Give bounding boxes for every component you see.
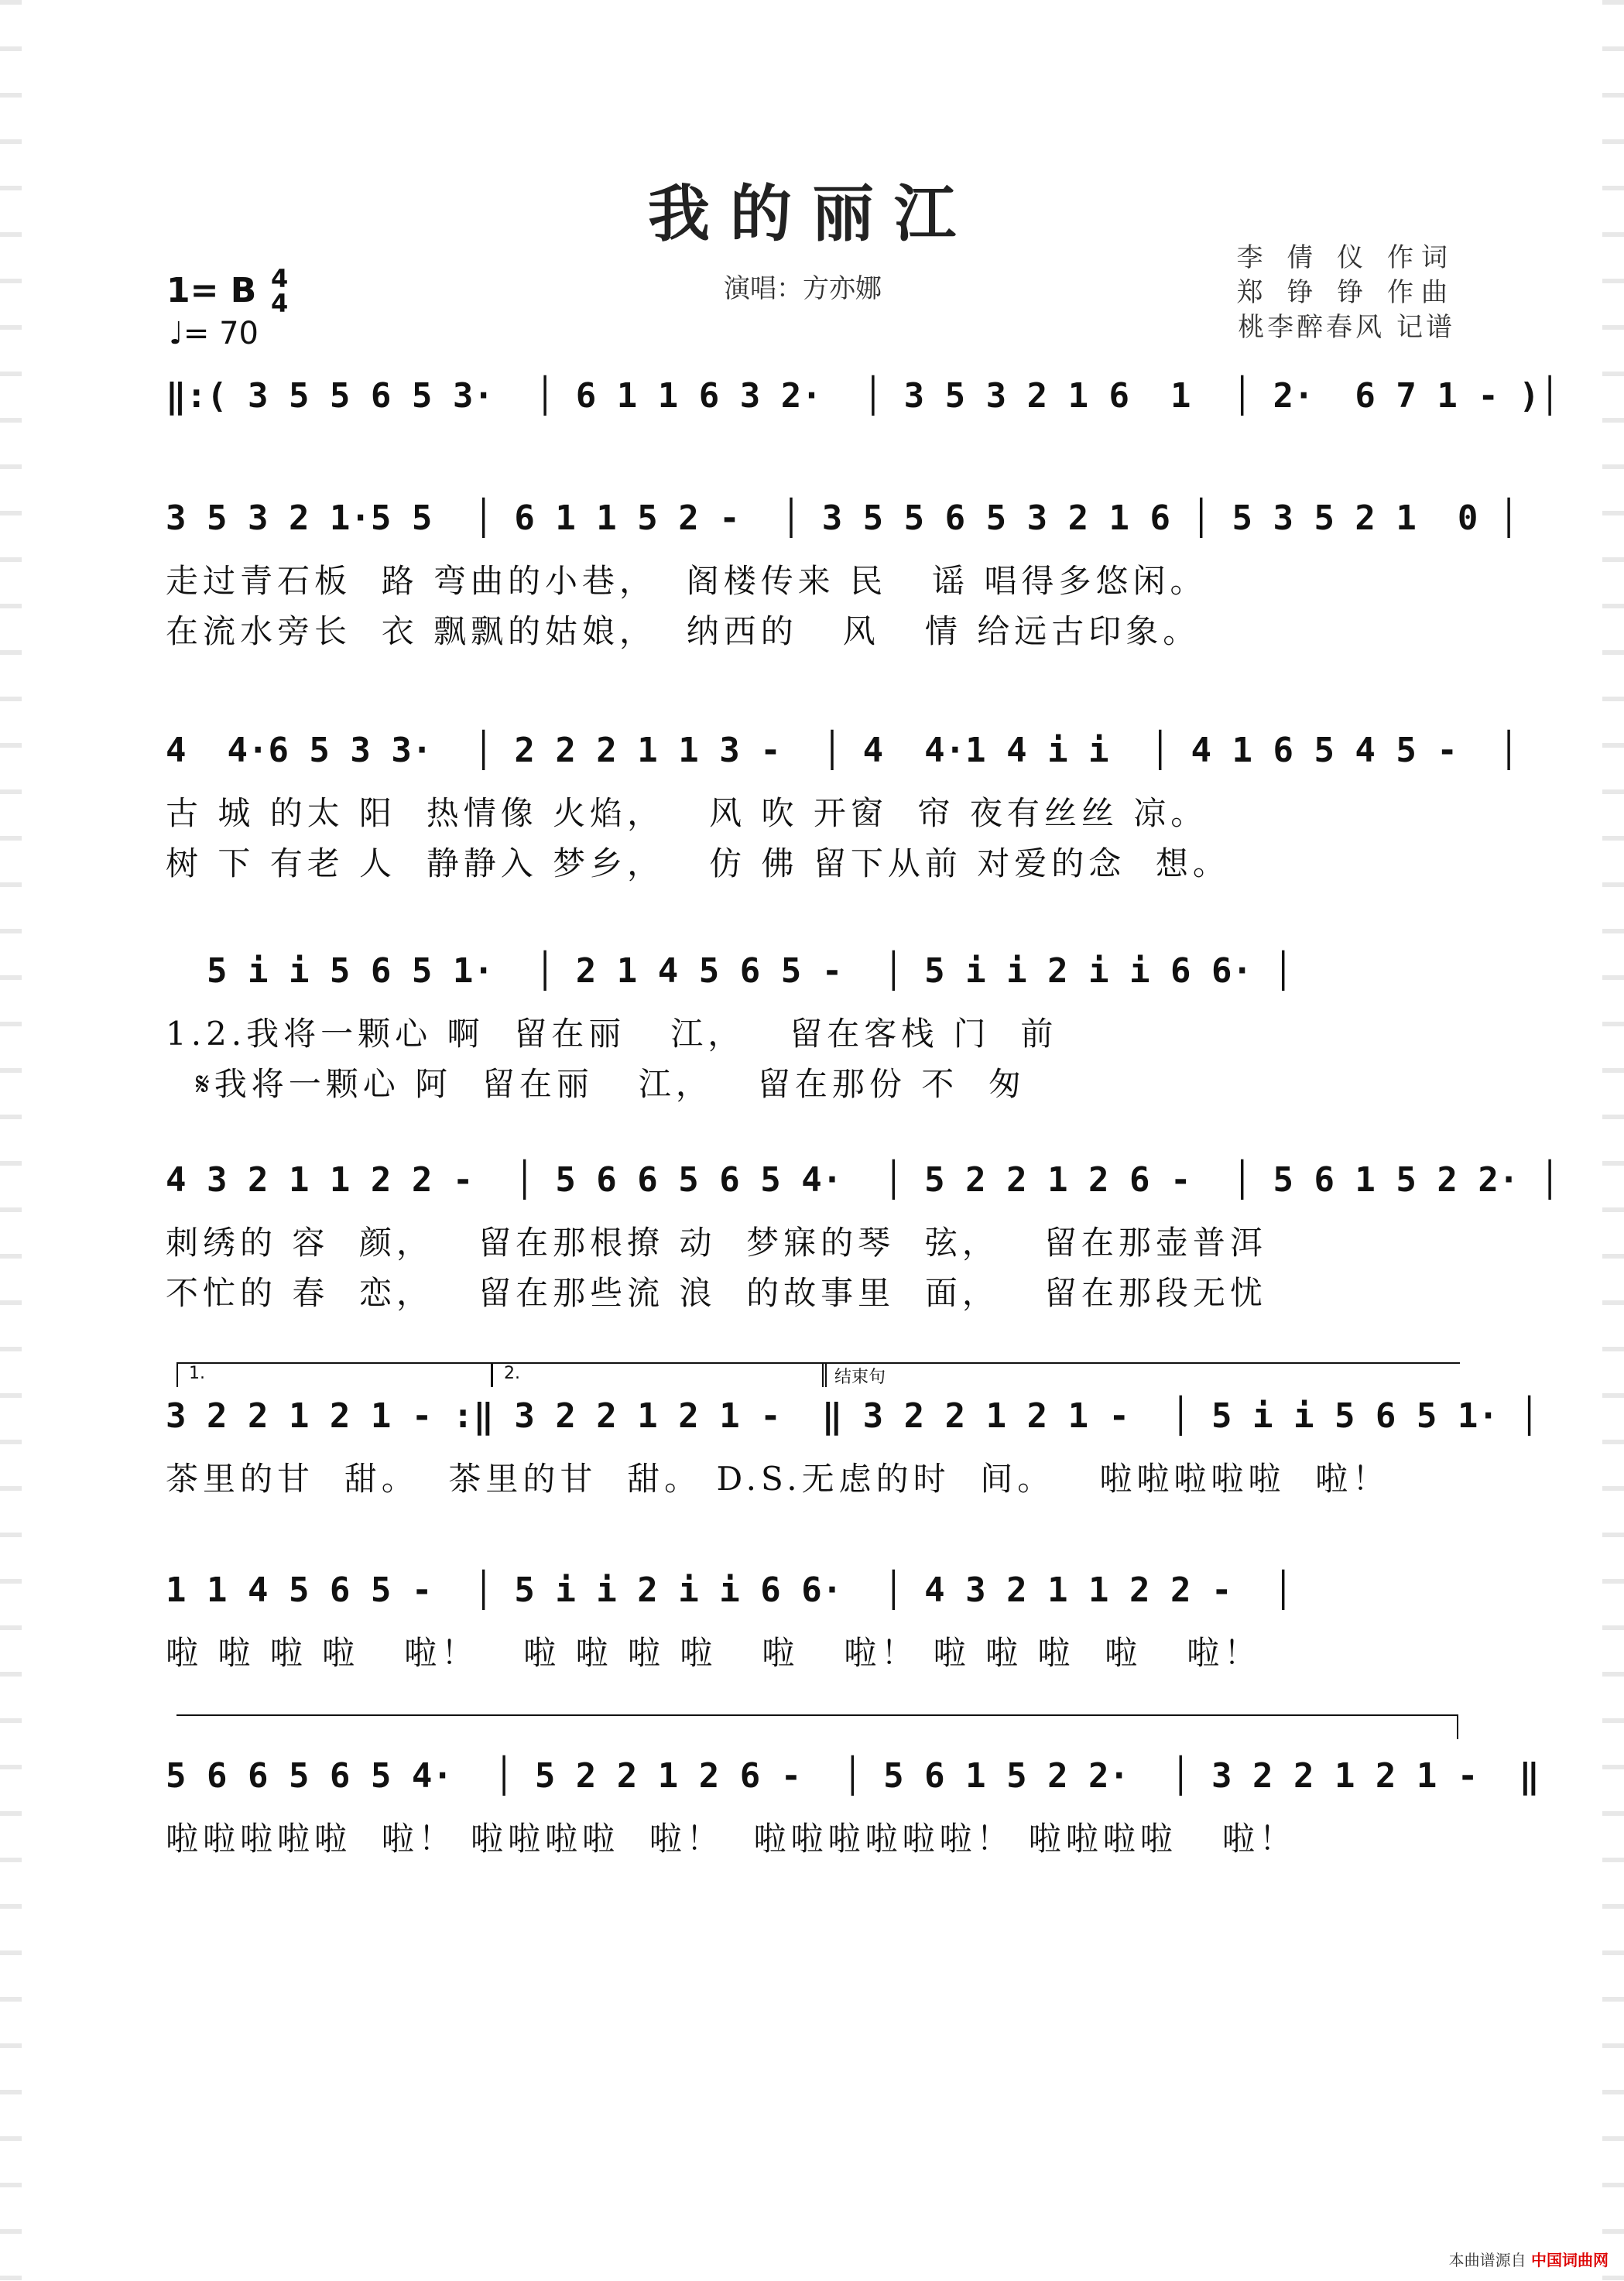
bracket-final bbox=[176, 1714, 1458, 1739]
lyric-verse-2: 在流水旁长 衣 飘飘的姑娘， 纳西的 风 情 给远古印象。 bbox=[166, 612, 1201, 650]
key-signature: 1= B bbox=[166, 271, 257, 310]
time-top: 4 bbox=[271, 264, 289, 293]
lyric-verse-1: 古 城 的太 阳 热情像 火焰， 风 吹 开窗 帘 夜有丝丝 凉。 bbox=[166, 794, 1208, 832]
lyric-verse-1: 刺绣的 容 颜， 留在那根撩 动 梦寐的琴 弦， 留在那壶普洱 bbox=[166, 1224, 1267, 1262]
lyric-verse-1: 1.2.我将一颗心 啊 留在丽 江， 留在客栈 门 前 bbox=[166, 1015, 1058, 1053]
time-bottom: 4 bbox=[271, 289, 289, 318]
lyricist-credit: 李 倩 仪 作词 bbox=[1236, 242, 1455, 273]
source-site: 中国词曲网 bbox=[1531, 2251, 1609, 2269]
ending-bracket-2 bbox=[492, 1362, 827, 1387]
notes: 1 1 4 5 6 5 - │ 5 i i 2 i i 6 6· │ 4 3 2 1 1 2 2 - │ bbox=[166, 1570, 1293, 1610]
lyric-verse-2: 𝄋我将一颗心 阿 留在丽 江， 留在那份 不 匆 bbox=[166, 1065, 1026, 1103]
source-watermark bbox=[1449, 2248, 1609, 2270]
ending-label: 2. bbox=[504, 1364, 520, 1383]
song-title: 我的丽江 bbox=[648, 177, 976, 250]
source-prefix: 本曲谱源自 bbox=[1448, 2251, 1526, 2269]
ending-label: 结束句 bbox=[834, 1368, 886, 1387]
notes: 5 6 6 5 6 5 4· │ 5 2 2 1 2 6 - │ 5 6 1 5 2 2· │ 3 2 2 1 2 1 - ‖ bbox=[166, 1756, 1540, 1796]
lyric-verse-2: 不忙的 春 恋， 留在那些流 浪 的故事里 面， 留在那段无忧 bbox=[166, 1274, 1267, 1312]
notes: 4 4·6 5 3 3· │ 2 2 2 1 1 3 - │ 4 4·1 4 i i │ 4 1 6 5 4 5 - │ bbox=[166, 731, 1520, 770]
singer-credit: 演唱：方亦娜 bbox=[724, 273, 882, 304]
notes: 4 3 2 1 1 2 2 - │ 5 6 6 5 6 5 4· │ 5 2 2 1 2 6 - │ 5 6 1 5 2 2· │ bbox=[166, 1160, 1561, 1200]
lyric-verse-1: 走过青石板 路 弯曲的小巷， 阁楼传来 民 谣 唱得多悠闲。 bbox=[166, 562, 1208, 600]
notes: 3 5 3 2 1·5 5 │ 6 1 1 5 2 - │ 3 5 5 6 5 3 2 1 6 │ 5 3 5 2 1 0 │ bbox=[166, 498, 1520, 538]
notes: ‖:( 3 5 5 6 5 3· │ 6 1 1 6 3 2· │ 3 5 3 2 1 6 1 │ 2· 6 7 1 - )│ bbox=[166, 376, 1561, 416]
notes: 5 i i 5 6 5 1· │ 2 1 4 5 6 5 - │ 5 i i 2 i i 6 6· │ bbox=[166, 951, 1293, 991]
lyric-verse-1: 啦啦啦啦啦 啦！ 啦啦啦啦 啦！ 啦啦啦啦啦啦！ 啦啦啦啦 啦！ bbox=[166, 1820, 1297, 1858]
ending-bracket-1 bbox=[176, 1362, 492, 1387]
lyric-verse-1: 茶里的甘 甜。 茶里的甘 甜。 D.S.无虑的时 间。 啦啦啦啦啦 啦！ bbox=[166, 1460, 1390, 1498]
tempo-mark: ♩= 70 bbox=[169, 316, 259, 351]
lyric-verse-2: 树 下 有老 人 静静入 梦乡， 仿 佛 留下从前 对爱的念 想。 bbox=[166, 844, 1230, 882]
right-edge-watermark bbox=[1602, 0, 1624, 2281]
notes: 3 2 2 1 2 1 - :‖ 3 2 2 1 2 1 - ‖ 3 2 2 1 2 1 - │ 5 i i 5 6 5 1· │ bbox=[166, 1396, 1540, 1436]
transcriber-credit: 桃李醉春风 记谱 bbox=[1238, 312, 1455, 343]
time-signature bbox=[271, 266, 288, 316]
ending-label: 1. bbox=[189, 1364, 205, 1383]
ending-bracket-coda bbox=[822, 1362, 1460, 1387]
left-edge-watermark bbox=[0, 0, 22, 2281]
composer-credit: 郑 铮 铮 作曲 bbox=[1236, 277, 1455, 308]
lyric-verse-1: 啦 啦 啦 啦 啦！ 啦 啦 啦 啦 啦 啦！ 啦 啦 啦 啦 啦！ bbox=[166, 1634, 1262, 1672]
